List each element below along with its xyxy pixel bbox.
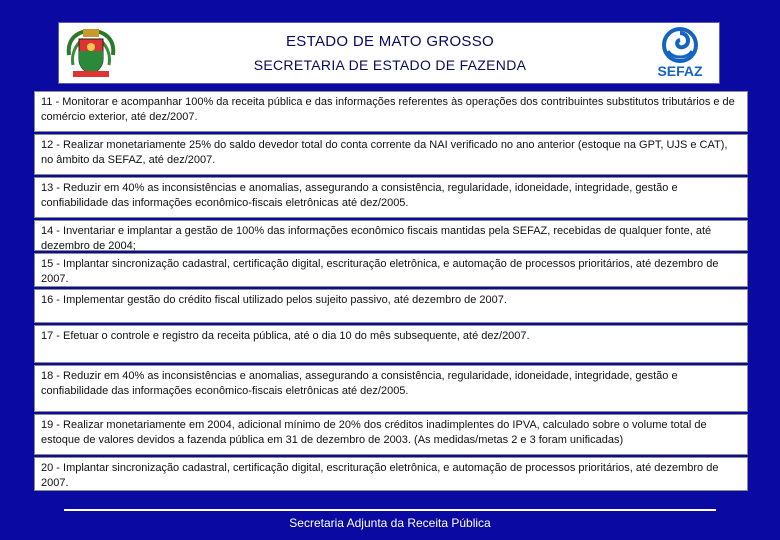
- footer-divider: [64, 509, 716, 511]
- goal-item-17: 17 - Efetuar o controle e registro da receita pública, até o dia 10 do mês subsequente, até dez/2007.: [34, 325, 748, 363]
- goal-item-16: 16 - Implementar gestão do crédito fiscal utilizado pelos sujeito passivo, até dezembro de 2007.: [34, 289, 748, 323]
- goal-item-18: 18 - Reduzir em 40% as inconsistências e anomalias, assegurando a consistência, regularidade, idoneidade, integridade, gestão e confiabilidade das informações econômico-fiscais eletrônicas até dez/2005.: [34, 365, 748, 412]
- sefaz-logo: [647, 25, 713, 81]
- footer-text: Secretaria Adjunta da Receita Pública: [289, 516, 491, 530]
- goals-list: [34, 91, 748, 493]
- sefaz-logo-text: SEFAZ: [657, 63, 703, 79]
- goal-item-15: 15 - Implantar sincronização cadastral, certificação digital, escrituração eletrônica, e automação de processos prioritários, até dezembro de 2007.: [34, 253, 748, 287]
- state-title: ESTADO DE MATO GROSSO: [286, 33, 494, 50]
- goal-item-20: 20 - Implantar sincronização cadastral, certificação digital, escrituração eletrônica, e automação de processos prioritários, até dezembro de 2007.: [34, 457, 748, 491]
- goal-item-13: 13 - Reduzir em 40% as inconsistências e anomalias, assegurando a consistência, regularidade, idoneidade, integridade, gestão e confiabilidade das informações econômico-fiscais eletrônicas até dez/2005.: [34, 177, 748, 218]
- goal-item-14: 14 - Inventariar e implantar a gestão de 100% das informações econômico fiscais mantidas pela SEFAZ, recebidas de qualquer fonte, até dezembro de 2004;: [34, 220, 748, 251]
- header: [58, 22, 720, 84]
- goal-item-19: 19 - Realizar monetariamente em 2004, adicional mínimo de 20% dos créditos inadimplentes do IPVA, calculado sobre o volume total de estoque de valores devidos a fazenda pública em 31 de dezembro de 2003. (As medidas/metas 2 e 3 foram unificadas): [34, 414, 748, 455]
- goal-item-12: 12 - Realizar monetariamente 25% do saldo devedor total do conta corrente da NAI verificado no ano anterior (estoque na GPT, UJS e CAT), no âmbito da SEFAZ, até dez/2007.: [34, 134, 748, 175]
- secretariat-title: SECRETARIA DE ESTADO DE FAZENDA: [253, 57, 527, 73]
- coat-of-arms-icon: [63, 25, 119, 81]
- goal-item-11: 11 - Monitorar e acompanhar 100% da receita pública e das informações referentes às operações dos contribuintes substitutos tributários e de comércio exterior, até dez/2007.: [34, 91, 748, 132]
- header-title-block: [135, 23, 645, 83]
